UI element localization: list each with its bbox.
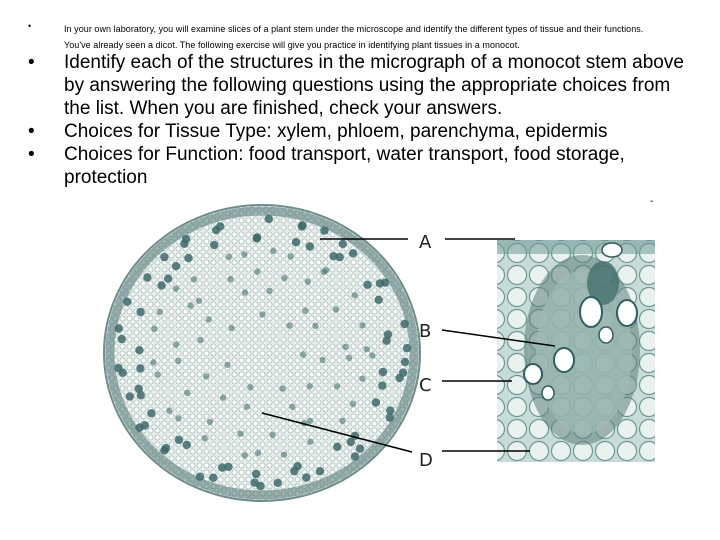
bullet-marker: • bbox=[28, 52, 35, 73]
vascular-bundle bbox=[247, 384, 253, 390]
vascular-bundle bbox=[255, 450, 261, 456]
vascular-bundle bbox=[400, 320, 408, 328]
vascular-bundle bbox=[229, 325, 235, 331]
vascular-bundle bbox=[333, 306, 339, 312]
vascular-bundle bbox=[305, 279, 311, 285]
vascular-bundle bbox=[266, 288, 272, 294]
vascular-bundle bbox=[135, 346, 143, 354]
vascular-bundle bbox=[191, 276, 197, 282]
vascular-bundle bbox=[188, 302, 194, 308]
vascular-bundle bbox=[336, 253, 344, 261]
vascular-bundle bbox=[269, 432, 275, 438]
vascular-bundle bbox=[316, 467, 324, 475]
vascular-bundle bbox=[307, 383, 313, 389]
vascular-bundle bbox=[351, 452, 359, 460]
vascular-bundle bbox=[333, 443, 341, 451]
vascular-bundle bbox=[270, 248, 276, 254]
vascular-bundle bbox=[379, 368, 387, 376]
vascular-bundle bbox=[253, 234, 261, 242]
vascular-bundle bbox=[281, 451, 287, 457]
vascular-bundle bbox=[173, 286, 179, 292]
vascular-bundle bbox=[147, 409, 155, 417]
vascular-bundle bbox=[347, 438, 355, 446]
vascular-bundle bbox=[244, 404, 250, 410]
intro-bullet: • bbox=[28, 21, 32, 31]
vascular-bundle bbox=[196, 473, 204, 481]
vascular-bundle bbox=[312, 323, 318, 329]
bullet-marker: • bbox=[28, 121, 35, 142]
vascular-bundle bbox=[175, 436, 183, 444]
stray-dash: - bbox=[650, 196, 654, 207]
vascular-bundle bbox=[320, 226, 328, 234]
vascular-bundle bbox=[160, 253, 168, 261]
vascular-bundle bbox=[251, 479, 259, 487]
vascular-bundle bbox=[209, 474, 217, 482]
vascular-bundle bbox=[143, 273, 151, 281]
vascular-bundle bbox=[160, 446, 168, 454]
vascular-bundle bbox=[166, 408, 172, 414]
vascular-bundle bbox=[292, 238, 300, 246]
bullet-text: Choices for Tissue Type: xylem, phloem, parenchyma, epidermis bbox=[64, 121, 608, 142]
bullet-text: Identify each of the structures in the micrograph of a monocot stem above by answering the following questions using the appropriate choices from the list. When you are finished, check your answers. bbox=[64, 52, 684, 119]
bullet-marker: • bbox=[28, 144, 35, 165]
vascular-bundle bbox=[184, 254, 192, 262]
vascular-bundle bbox=[342, 344, 348, 350]
vascular-bundle bbox=[210, 241, 218, 249]
vascular-bundle bbox=[151, 326, 157, 332]
vascular-bundle bbox=[395, 374, 403, 382]
label-d: D bbox=[419, 450, 433, 471]
intro-text: In your own laboratory, you will examine slices of a plant stem under the microscope and identify the different types of tissue and their functions. You've already seen a dicot. The following exercise will give you practice in identifying plant tissues in a monocot. bbox=[64, 24, 644, 50]
vascular-bundle bbox=[265, 215, 273, 223]
vascular-bundle bbox=[307, 439, 313, 445]
vascular-bundle bbox=[364, 346, 370, 352]
stem-cross-section bbox=[104, 205, 420, 501]
vascular-bundle bbox=[224, 362, 230, 368]
vascular-bundle bbox=[173, 342, 179, 348]
vascular-bundle bbox=[356, 444, 364, 452]
vascular-bundle bbox=[157, 309, 163, 315]
vascular-bundle bbox=[334, 383, 340, 389]
vascular-bundle bbox=[319, 357, 325, 363]
vascular-bundle bbox=[274, 479, 282, 487]
vascular-bundle bbox=[346, 355, 352, 361]
vascular-bundle bbox=[175, 415, 181, 421]
vascular-bundle bbox=[237, 431, 243, 437]
vascular-bundle bbox=[242, 289, 248, 295]
vascular-bundle bbox=[196, 298, 202, 304]
vascular-bundle bbox=[302, 308, 308, 314]
vascular-bundle bbox=[184, 390, 190, 396]
vascular-bundle bbox=[220, 394, 226, 400]
vascular-bundle bbox=[375, 296, 383, 304]
magnified-bundle bbox=[497, 240, 655, 462]
vascular-bundle bbox=[183, 441, 191, 449]
vascular-bundle bbox=[118, 335, 126, 343]
vascular-bundle bbox=[363, 281, 371, 289]
vascular-bundle bbox=[242, 452, 248, 458]
vascular-bundle bbox=[386, 413, 394, 421]
vascular-bundle bbox=[135, 385, 143, 393]
vascular-bundle bbox=[259, 311, 265, 317]
vascular-bundle bbox=[241, 251, 247, 257]
vascular-bundle bbox=[281, 275, 287, 281]
vascular-bundle bbox=[369, 352, 375, 358]
vascular-bundle bbox=[135, 423, 143, 431]
vascular-bundle bbox=[403, 344, 411, 352]
vascular-bundle bbox=[157, 281, 165, 289]
label-b: B bbox=[419, 321, 432, 342]
vascular-bundle bbox=[150, 359, 156, 365]
vascular-bundle bbox=[218, 463, 226, 471]
bullet-text: Choices for Function: food transport, water transport, food storage, protection bbox=[64, 144, 625, 188]
vascular-bundle bbox=[172, 262, 180, 270]
vascular-bundle bbox=[175, 358, 181, 364]
vascular-bundle bbox=[306, 242, 314, 250]
vascular-bundle bbox=[302, 473, 310, 481]
vascular-bundle bbox=[164, 274, 172, 282]
vascular-bundle bbox=[381, 279, 389, 287]
vascular-bundle bbox=[372, 398, 380, 406]
vascular-bundle bbox=[382, 337, 390, 345]
vascular-bundle bbox=[339, 418, 345, 424]
vascular-bundle bbox=[197, 337, 203, 343]
vascular-bundle bbox=[226, 254, 232, 260]
vascular-bundle bbox=[378, 381, 386, 389]
vascular-bundle bbox=[339, 240, 347, 248]
vascular-bundle bbox=[207, 419, 213, 425]
vascular-bundle bbox=[115, 324, 123, 332]
label-a: A bbox=[419, 232, 432, 253]
vascular-bundle bbox=[288, 253, 294, 259]
vascular-bundle bbox=[350, 401, 356, 407]
vascular-bundle bbox=[290, 467, 298, 475]
vascular-bundle bbox=[227, 276, 233, 282]
vascular-bundle bbox=[126, 392, 134, 400]
vascular-bundle bbox=[289, 404, 295, 410]
vascular-bundle bbox=[349, 249, 357, 257]
vascular-bundle bbox=[298, 221, 306, 229]
vascular-bundle bbox=[136, 364, 144, 372]
vascular-bundle bbox=[123, 298, 131, 306]
vascular-bundle bbox=[279, 385, 285, 391]
vascular-bundle bbox=[180, 240, 188, 248]
vascular-bundle bbox=[321, 269, 327, 275]
vascular-bundle bbox=[359, 376, 365, 382]
vascular-bundle bbox=[359, 322, 365, 328]
vascular-bundle bbox=[202, 435, 208, 441]
label-c: C bbox=[419, 375, 432, 396]
vascular-bundle bbox=[203, 373, 209, 379]
vascular-bundle bbox=[114, 364, 122, 372]
vascular-bundle bbox=[307, 418, 313, 424]
vascular-bundle bbox=[155, 371, 161, 377]
vascular-bundle bbox=[136, 308, 144, 316]
vascular-bundle bbox=[286, 322, 292, 328]
vascular-bundle bbox=[401, 358, 409, 366]
vascular-bundle bbox=[300, 351, 306, 357]
vascular-bundle bbox=[352, 292, 358, 298]
vascular-bundle bbox=[206, 316, 212, 322]
vascular-bundle bbox=[216, 222, 224, 230]
vascular-bundle bbox=[254, 268, 260, 274]
vascular-bundle bbox=[252, 470, 260, 478]
